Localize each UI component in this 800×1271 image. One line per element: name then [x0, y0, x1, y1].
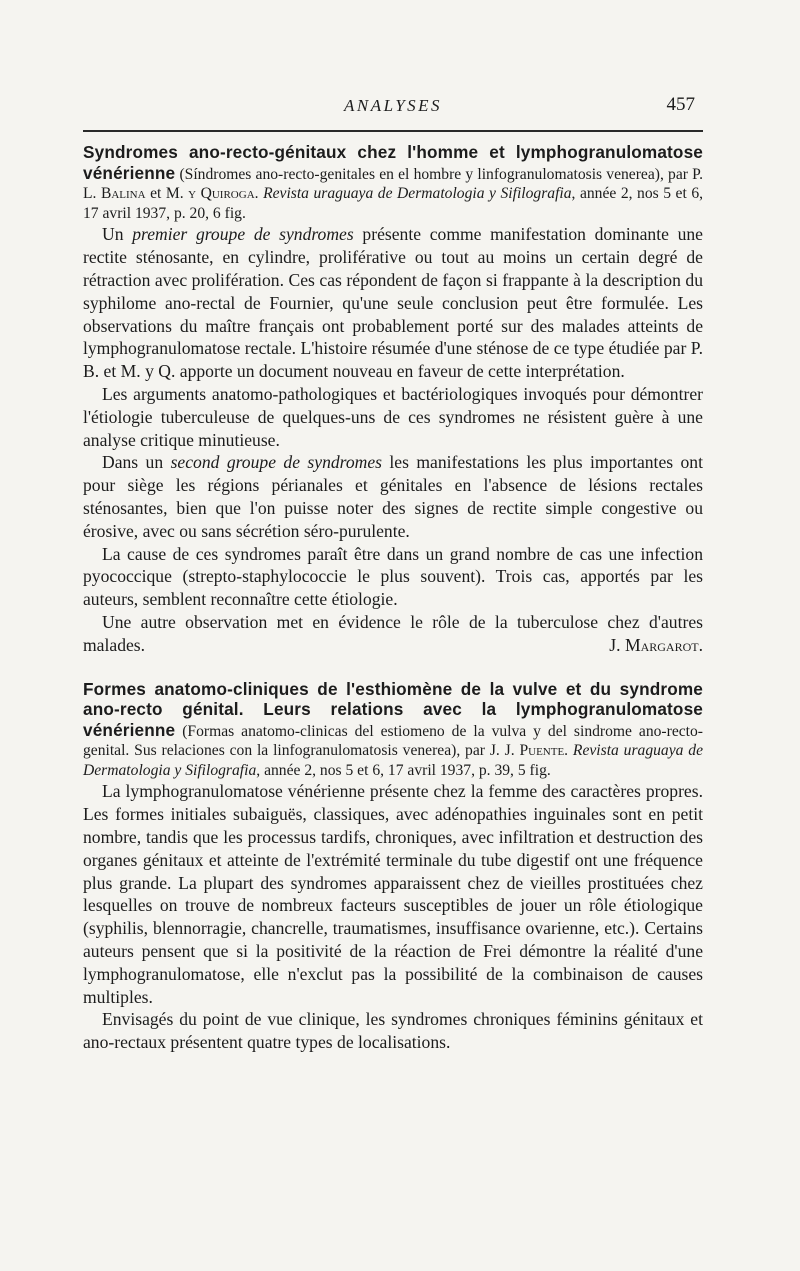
- article-2-citation: , année 2, nos 5 et 6, 17 avril 1937, p. 39, 5 fig.: [256, 761, 551, 779]
- running-title: ANALYSES: [343, 96, 443, 115]
- text-run: Un: [102, 224, 133, 245]
- article-1-journal: Revista uraguaya de Dermatologia y Sifilografia: [263, 185, 572, 203]
- article-1-author-1: P. L. Balina: [83, 165, 703, 203]
- article-2-heading: [83, 680, 703, 781]
- text-run: Une autre observation met en évidence le rôle de la tuberculose chez d'autres malades.: [83, 611, 703, 655]
- article-2-journal: Revista uraguaya de Dermatologia y Sifilografia: [83, 742, 704, 779]
- article-2-paragraph-2: Envisagés du point de vue clinique, les syndromes chroniques féminins génitaux et ano-rectaux présentent quatre types de localisations.: [83, 1009, 703, 1053]
- emphasis: second groupe de syndromes: [170, 452, 383, 473]
- emphasis: premier groupe de syndromes: [132, 224, 354, 245]
- article-1-paragraph-2: Les arguments anatomo-pathologiques et bactériologiques invoqués pour démontrer l'étiologie tuberculeuse de quelques-uns de ces syndromes ne résistent guère à une analyse critique minutieuse.: [83, 383, 703, 450]
- article-1-citation: , année 2, nos 5 et 6, 17 avril 1937, p. 20, 6 fig.: [83, 185, 704, 222]
- header-rule: [83, 130, 703, 132]
- article-2: [83, 680, 703, 1055]
- article-2-paragraph-1: La lymphogranulomatose vénérienne présente chez la femme des caractères propres. Les formes initiales subaiguës, classiques, avec adénopathies inguinales sont en petit nombre, tandis que les processus tardifs, chroniques, avec infiltration et destruction des organes génitaux et atteinte de l'extrémité terminale du tube digestif ont une fréquence plus grande. La plupart des syndromes apparaissent chez de vieilles prostituées chez lesquelles on trouve de nombreux facteurs susceptibles de jouer un rôle étiologique (syphilis, blennorragie, chancrelle, traumatismes, insuffisance ovarienne, etc.). Certains auteurs pensent que si la positivité de la réaction de Frei démontre la réalité d'une lymphogranulomatose, elle n'exclut pas la possibilité de la combinaison de causes multiples.: [83, 781, 703, 1007]
- article-2-title: Formes anatomo-cliniques de l'esthiomène de la vulve et du syndrome ano-recto génital. Leurs relations avec la lymphogranulomatose vénérienne: [83, 678, 703, 740]
- article-2-original-title: (Formas anatomo-clinicas del estiomeno de la vulva y del sindrome ano-recto-genital. Sus relaciones con la linfogranulomatosis venerea), par: [83, 722, 703, 760]
- article-1-paragraph-5: [83, 611, 703, 657]
- page-content: [83, 143, 703, 1054]
- article-1-title: Syndromes ano-recto-génitaux chez l'homme et lymphogranulomatose vénérienne: [83, 142, 703, 183]
- article-1-separator: .: [254, 185, 264, 203]
- article-1: [83, 143, 703, 657]
- article-1-paragraph-4: La cause de ces syndromes paraît être dans un grand nombre de cas une infection pyococcique (strepto-staphylococcie le plus souvent). Trois cas, apportés par les auteurs, semblent reconnaître cette étiologie.: [83, 543, 703, 610]
- text-run: présente comme manifestation dominante une rectite sténosante, en cylindre, proliférative ou tout au moins un certain degré de rétraction avec prolifération. Ces cas répondent de façon si frappante à la description du syphilome ano-rectal de Fournier, qu'une seule conclusion peut être formulée. Les observations du maître français ont probablement porté sur des malades atteints de lymphogranulomatose rectale. L'histoire résumée d'une sténose de ce type étudiée par P. B. et M. y Q. apporte un document nouveau en faveur de cette interprétation.: [83, 224, 703, 382]
- article-1-signature: J. Margarot.: [609, 634, 703, 655]
- page-number: 457: [666, 94, 695, 115]
- article-1-original-title: (Síndromes ano-recto-genitales en el hombre y linfogranulomatosis venerea), par: [175, 165, 693, 183]
- article-1-heading: [83, 143, 703, 223]
- article-1-paragraph-1: [83, 223, 703, 383]
- article-1-and: et: [145, 185, 166, 203]
- article-2-author: J. J. Puente: [489, 742, 565, 760]
- text-run: les manifestations les plus importantes ont pour siège les régions périanales et génitales en l'absence de lésions rectales sténosantes, bien que l'on puisse noter des signes de rectite simple congestive ou érosive, avec ou sans sécrétion séro-purulente.: [83, 452, 703, 541]
- article-2-separator: .: [564, 742, 573, 760]
- article-1-paragraph-3: [83, 451, 703, 542]
- text-run: Dans un: [102, 452, 171, 473]
- article-1-author-2: M. y Quiroga: [165, 185, 255, 203]
